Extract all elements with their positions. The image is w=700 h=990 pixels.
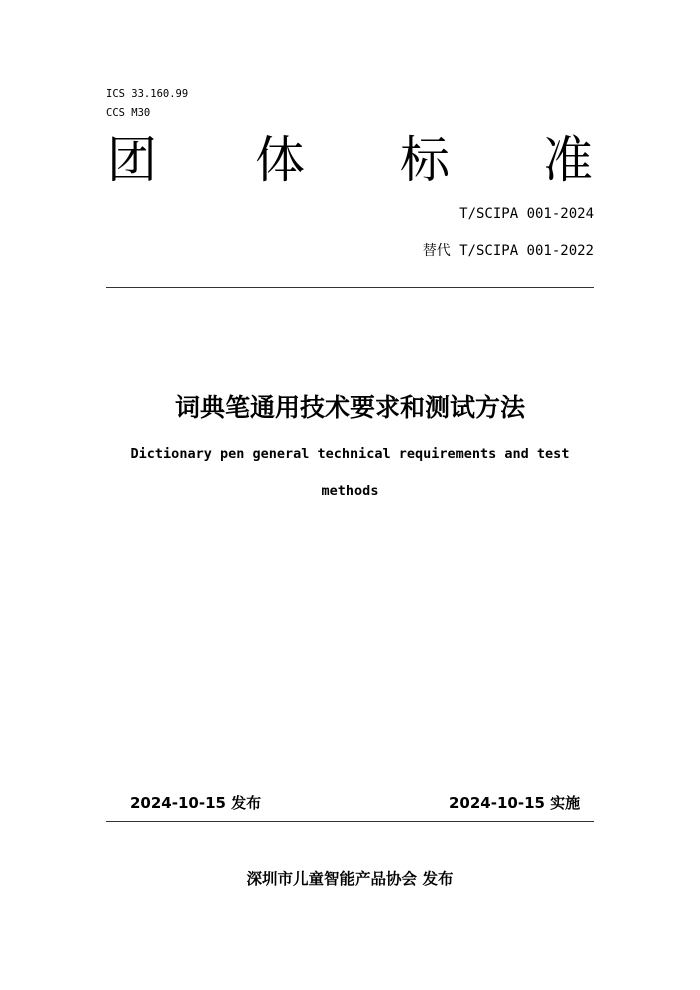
document-title-en-line1: Dictionary pen general technical requirements and test [130,446,570,462]
category-char: 准 [543,131,593,189]
publisher: 深圳市儿童智能产品协会 发布 [246,870,454,888]
ccs-code: CCS M30 [106,107,151,119]
standard-replaces: 替代 T/SCIPA 001-2022 [422,243,594,259]
bottom-divider [106,821,594,822]
top-divider [106,287,594,288]
ics-code: ICS 33.160.99 [106,88,189,100]
issue-date: 2024-10-15 发布 [130,794,262,812]
category-char: 团 [107,131,157,189]
category-char: 标 [400,131,450,189]
document-title-cn: 词典笔通用技术要求和测试方法 [174,393,525,422]
standard-number: T/SCIPA 001-2024 [459,206,594,222]
category-char: 体 [255,131,305,189]
implementation-date: 2024-10-15 实施 [449,794,581,812]
document-title-en-line2: methods [321,483,379,499]
